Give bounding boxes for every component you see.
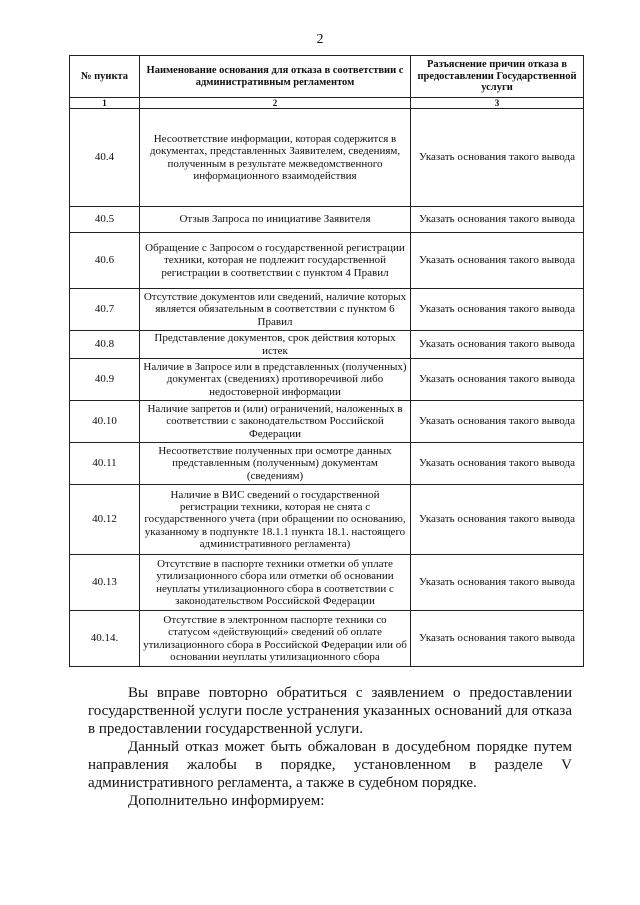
page-number: 2: [316, 32, 324, 47]
table-row: [70, 401, 584, 443]
paragraph-additional-info: Дополнительно информируем:: [128, 793, 325, 809]
paragraph-reapply: Вы вправе повторно обратиться с заявлением о предоставлении государственной услуги после устранения указанных оснований для отказа в предоставлении государственной услуги.: [88, 685, 572, 737]
table-row: [70, 207, 584, 233]
row-explanation: Указать основания такого вывода: [411, 109, 584, 207]
table-row: [70, 331, 584, 359]
column-number: 3: [411, 98, 584, 109]
row-explanation: Указать основания такого вывода: [411, 233, 584, 289]
table-row: [70, 109, 584, 207]
column-number: 1: [70, 98, 140, 109]
table-row: [70, 485, 584, 555]
table-row: [70, 289, 584, 331]
table-row: [70, 233, 584, 289]
row-number: 40.12: [70, 485, 140, 555]
row-reason: Наличие в ВИС сведений о государственной регистрации техники, которая не снята с государственного учета (при обращении по основанию, указанному в подпункте 18.1.1 пункта 18.1. настоящего административного регламента): [140, 485, 411, 555]
row-reason: Наличие запретов и (или) ограничений, наложенных в соответствии с законодательством Российской Федерации: [140, 401, 411, 443]
row-explanation: Указать основания такого вывода: [411, 289, 584, 331]
row-number: 40.8: [70, 331, 140, 359]
header-item-number: № пункта: [70, 56, 140, 98]
table-row: [70, 359, 584, 401]
table-row: [70, 555, 584, 611]
row-explanation: Указать основания такого вывода: [411, 555, 584, 611]
column-number-row: [70, 98, 584, 109]
table-header-row: [70, 56, 584, 98]
paragraph-appeal: Данный отказ может быть обжалован в досудебном порядке путем направления жалобы в порядке, установленном в разделе V административного регламента, а также в судебном порядке.: [88, 739, 572, 791]
table-row: [70, 611, 584, 667]
row-explanation: Указать основания такого вывода: [411, 331, 584, 359]
table-row: [70, 443, 584, 485]
row-reason: Наличие в Запросе или в представленных (полученных) документах (сведениях) противоречивой либо недостоверной информации: [140, 359, 411, 401]
row-reason: Отзыв Запроса по инициативе Заявителя: [140, 207, 411, 233]
row-reason: Отсутствие документов или сведений, наличие которых является обязательным в соответствии с пунктом 6 Правил: [140, 289, 411, 331]
row-number: 40.10: [70, 401, 140, 443]
row-reason: Отсутствие в паспорте техники отметки об уплате утилизационного сбора или отметки об основании неуплаты утилизационного сбора в соответствии с законодательством Российской Федерации: [140, 555, 411, 611]
row-reason: Представление документов, срок действия которых истек: [140, 331, 411, 359]
row-number: 40.6: [70, 233, 140, 289]
row-number: 40.13: [70, 555, 140, 611]
refusal-reasons-table: [69, 55, 584, 667]
row-number: 40.4: [70, 109, 140, 207]
row-reason: Отсутствие в электронном паспорте техники со статусом «действующий» сведений об оплате утилизационного сбора в Российской Федерации или об основании неуплаты утилизационного сбора: [140, 611, 411, 667]
row-reason: Несоответствие полученных при осмотре данных представленным (полученным) документам (сведениям): [140, 443, 411, 485]
row-explanation: Указать основания такого вывода: [411, 207, 584, 233]
row-reason: Несоответствие информации, которая содержится в документах, представленных Заявителем, сведениям, полученным в результате межведомственного информационного взаимодействия: [140, 109, 411, 207]
row-explanation: Указать основания такого вывода: [411, 611, 584, 667]
row-explanation: Указать основания такого вывода: [411, 359, 584, 401]
row-number: 40.7: [70, 289, 140, 331]
row-reason: Обращение с Запросом о государственной регистрации техники, которая не подлежит государственной регистрации в соответствии с пунктом 4 Правил: [140, 233, 411, 289]
row-explanation: Указать основания такого вывода: [411, 443, 584, 485]
header-reason: Наименование основания для отказа в соответствии с административным регламентом: [140, 56, 411, 98]
row-explanation: Указать основания такого вывода: [411, 401, 584, 443]
row-explanation: Указать основания такого вывода: [411, 485, 584, 555]
column-number: 2: [140, 98, 411, 109]
row-number: 40.5: [70, 207, 140, 233]
row-number: 40.9: [70, 359, 140, 401]
row-number: 40.14.: [70, 611, 140, 667]
header-explanation: Разъяснение причин отказа в предоставлении Государственной услуги: [411, 56, 584, 98]
row-number: 40.11: [70, 443, 140, 485]
